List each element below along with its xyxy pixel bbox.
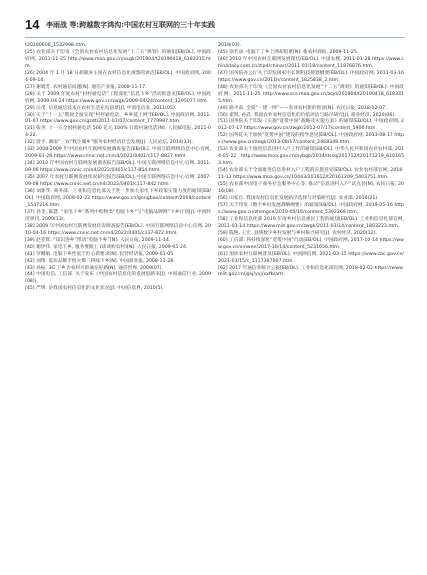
reference-item: [53] 农业部关于推进信息进村入户工作的通知[EB/OL]. 中华人民共和国农业农村部, 2014-05-22 http://www.moa.gov.cn/nybgb/2014/dssq/201712/t20171219_6101653.htm. <box>218 147 404 167</box>
reference-item: [28] 关于 2009 年度农村“村村通电话”工程深化“信息下乡”活动的意见[EB/OL]. 中国政府网, 2009-04-24 https://www.gov.cn/zwgk/2009-04/24/content_1295077.htm. <box>25 91 211 104</box>
references-right-column <box>218 43 404 279</box>
reference-item: [43] 孙振. 3G 下乡为农村开辟通信好路[N]. 通信世界, 2009(07). <box>25 265 164 271</box>
reference-item: [49] 路平南. 全面“一建一网”——农业农村新的创意[N]. 农民日报, 2018-12-07. <box>218 105 387 111</box>
reference-item: [52] 国务院关于加快“宽带中国”建设的指导意见[EB/OL]. 中国政府网, 2013-08-17 https://www.gov.cn/zwgk/2013-08/17/content_2468348.htm. <box>218 133 404 146</box>
page-number: 14 <box>25 17 40 32</box>
reference-item: [31] 张英. 十一五全国村通电话 500 亿元 100% 行政村通电话[N]. 人民邮电报, 2011-04-22. <box>25 126 211 139</box>
reference-item: [56] 田家官. 我国农村信息化发展路径选择与对策研究[J]. 农业部, 2016(21). <box>218 195 379 201</box>
reference-item: [25] 农业部关于印发《全国农业农村信息化发展“十二五”规划》的通知[EB/OL]. 中国政府网, 2011-11-25 http://www.moa.gov.cn/xxgk/201904/t20190418_6183315.htm. <box>25 49 211 69</box>
reference-item: [54] 农业部关于全面推进信息进村入户工程的实施意见[EB/OL]. 农业农村部官网, 2016-11-11 https://www.moa.gov.cn/10443/201612/t20161209_5403751.htm. <box>218 168 404 181</box>
reference-item: [57] 关于印发《数字乡村发展战略纲要》的通知[EB/OL]. 中国政府网, 2019-05-16 https://www.gov.cn/zhengce/2019-05/16/content_5392269.htm. <box>218 202 404 215</box>
reference-item: 2018(03). <box>218 43 242 48</box>
references-left-column <box>25 43 211 293</box>
reference-item: [36] 刘新华. 商务部、工业和信息化部关于进一步加大家电下乡政策实施力度的通知[EB/OL]. 中国政府网, 2009-02-22 https://www.gov.cn/gongbao/content/2009/content_1547216.htm. <box>25 189 211 208</box>
reference-item: t20100606_1532998.htm. <box>25 43 87 48</box>
reference-item: [40] 谢伊伟. 家电下乡, 服务要跟上 (谈谈购农村)[N]. 人民日报, 2009-05-24. <box>25 244 188 250</box>
reference-item: [46] 2010 年中国农村互联网发展现状[EB/OL]. 中国农搜, 2011-01-28 https://www.chinadaily.com.cn/zlpd/chinarr/2011-01/18/content_11876876.htm. <box>218 56 404 69</box>
reference-item: [38] 2009 年中国农村互联网发展状况调查报告[EB/OL]. 中国互联网络信息中心官网, 2010-04-16 https://www.cnnic.net.cn/n4/2022/0401/c117-872.html. <box>25 223 211 236</box>
header-rule <box>25 37 405 38</box>
reference-item: [27] 谢娟芳. 农村通信问题[N]. 通信产业报, 2008-11-17. <box>25 84 147 90</box>
reference-item: [51] 国务院关于印发《实施“宽带中国”战略及实施方案》的通知[EB/OL]. 中国政府网, 2012-07-17 https://www.gov.cn/zwgk/2012-07/17/content_5906.htm. <box>218 119 404 132</box>
reference-item: [59] 陈艳, 王宏. 县域数字乡村发展与乡村振兴研究[J]. 农村经济, 2020(12). <box>218 230 377 236</box>
reference-item: [26] 2004 年 1 月 18 日胡锦涛主席在农村信息化视察的讲话[EB/OL]. 中国政府网, 2004-09-14. <box>25 70 211 83</box>
reference-item: [55] 农业部中国电子商务社会服务中心等. 推动“信息进村入户”试点县[N]. 农民日报, 2016(08). <box>218 182 404 195</box>
reference-item: [33] 2008-2009 年中国农村互联网发展调查报告[EB/OL]. 中国互联网络信息中心官网, 2009-01-26 https://www.cnnic.net.cn/n4/2022/0401/c117-8827.html. <box>25 147 211 160</box>
reference-item: [37] 孙金, 陈慧. “家电下乡”系列中购物类“电脑下乡”与“电脑品牌网”下乡计划[J]. 中国经济周刊, 2009(13). <box>25 209 211 222</box>
reference-item: [29] 汪茂. 信息通信技术在农村生活充电前景[J]. 中国电信业, 2011(05). <box>25 105 177 111</box>
reference-item: [48] 农业部关于印发《全国农业农村信息化发展“十二五”规划》的通知[EB/OL]. 中国政府网, 2011-11-25 http://www.scs.moa.gov.cn/zcjd/201904/t20190418_6183315.htm. <box>218 84 404 104</box>
reference-item: [34] 2010 年中国农村互联网发展调查报告[EB/OL]. 中国互联网络信息中心官网, 2011-09-06 https://www.cnnic.cn/n4/2022/0401/c117-854.html. <box>25 161 211 174</box>
reference-item: [41] 罗娜娟. 电脑下乡性低于红心新要求[N]. 民营经济报, 2009-01-05. <box>25 251 175 257</box>
reference-item: [35] 2007 年农村互联网发展状况研究报告[EB/OL]. 中国互联网络信息中心官网, 2007-09-08 https://www.cnnic.net.cn/n4/2022/0401/c117-842.html. <box>25 175 211 188</box>
reference-item: [62] 2017 年通信业统计公报[EB/OL]. 工业和信息化部官网, 2018-02-02 https://www.miit.gov.cn/jgsj/yxj/xxfb/art/ <box>218 265 404 278</box>
reference-item: [45] 严明. 论我国农村信息化的文化状况[J]. 中国信息界, 2010(5). <box>25 286 164 292</box>
reference-item: [32] 曾平. 湖南“三农”数字城乡“服务农村经济社会发展[J]. 人民论坛, 2014(33). <box>25 140 193 146</box>
reference-item: [42] 刘翔. 低价品牌手机火爆三四线下乡[N]. 中国商业报, 2008-11-28. <box>25 258 175 264</box>
reference-item: [50] 翟凯, 孙武. 我国农业农村信息化的价值评估与路径研究[J]. 商业经济, 2020(06). <box>218 112 396 118</box>
reference-item: [47] 国务院办公厅关于印发国家中长期科技规划纲要[EB/OL]. 中国政府网, 2011-03-16 https://www.gov.cn/2011h/content_1825838_2.htm. <box>218 70 404 83</box>
reference-item: [30] 关于“十一五”期间全面实现“村村通电话、乡乡能上网”[EB/OL]. 中国政府网, 2011-01-07 https://www.gov.cn/gzdt/2011-01/07/content_1779987.htm. <box>25 112 211 125</box>
reference-item: [61] 加快农村互联网普及[EB/OL]. 中国网信网, 2021-03-15 https://www.cac.gov.cn/2021-03/15/c_1117387007.htm. <box>218 251 404 264</box>
reference-item: [44] 中国电信, 工信部. 关于发布《中国农村信息化的发展思路来[J]. 中国通信行业, 2009(08)). <box>25 272 211 285</box>
reference-item: [58] 工业和信息化部 2019 年度乡村信息惠民工程的通知[EB/OL]. 工业和信息化部官网, 2011-03-14 https://www.miit.gov.cn/zwgk/2011-03/14/content_1803223.htm. <box>218 216 404 229</box>
reference-item: [45] 徐若添. 电脑下了乡上网却很难[N]. 新农村商报, 2009-11-25. <box>218 49 359 55</box>
reference-item: [39] 赵亚辉. “知识进乡”带动“电脑下乡”[N]. 人民日报, 2009-11-14. <box>25 237 171 243</box>
running-title: 李雨战 等:跨越数字鸿沟:中国农村互联网的三十年实践 <box>46 21 216 29</box>
reference-item: [60] 工信部: 将持续深化“宽带中国”行动[EB/OL]. 中国政府网, 2017-10-14 https://www.gov.cn/xinwen/2017-10/14/content_5231656.htm. <box>218 237 404 250</box>
